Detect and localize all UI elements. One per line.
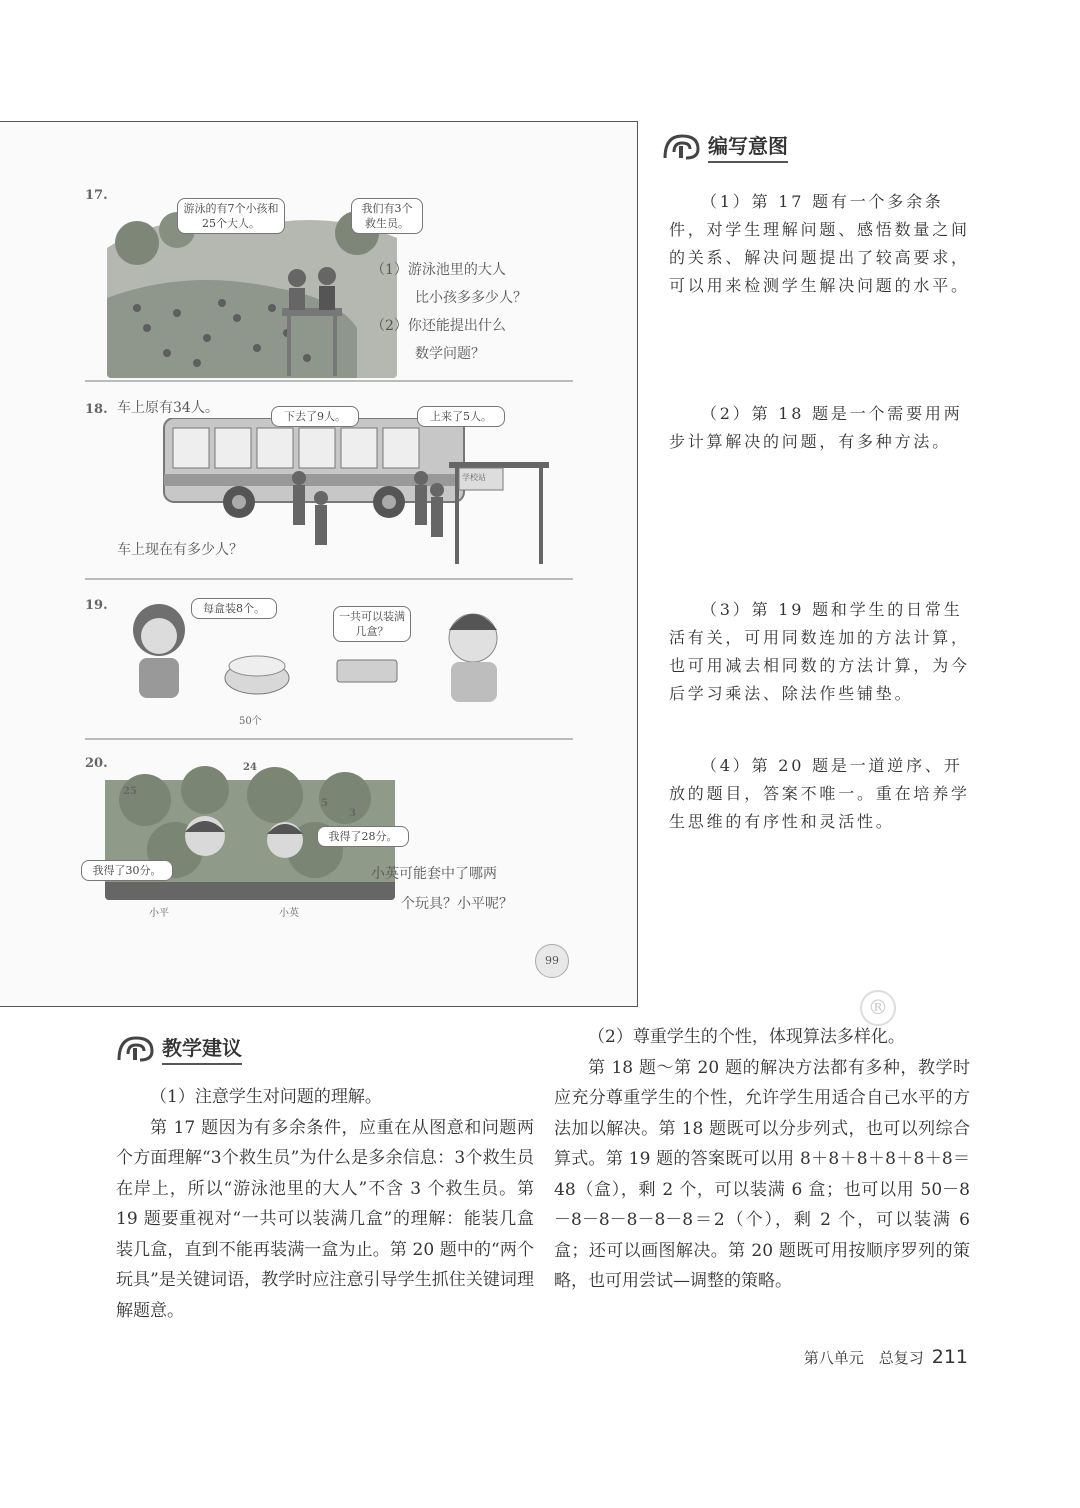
dumpling-bubble-left: 每盒装8个。 <box>191 598 277 619</box>
dumpling-bubble-right: 一共可以装满几盒？ <box>333 606 411 642</box>
advice-heading <box>116 1032 242 1065</box>
problem-20-question-line1: 小英可能套中了哪两 <box>371 866 497 882</box>
problem-18-question: 车上现在有多少人？ <box>117 542 243 558</box>
toy-score-25: 25 <box>123 786 137 797</box>
problem-17-q2-line1: （2）你还能提出什么 <box>371 318 506 334</box>
dumpling-scene <box>125 598 525 708</box>
toy-score-24: 24 <box>243 762 257 773</box>
xiaoying-name: 小英 <box>279 908 299 919</box>
textbook-page-number: 99 <box>535 944 569 978</box>
intent-paragraph-3: （3）第 19 题和学生的日常生活有关，可用同数连加的方法计算，也可用减去相同数的方法计算，为今后学习乘法、除法作些铺垫。 <box>669 600 970 703</box>
problem-19-number: 19. <box>85 598 108 613</box>
problem-20-question-line2: 个玩具？小平呢？ <box>401 896 513 912</box>
problem-20-number: 20. <box>85 756 108 771</box>
problem-17-q1-line1: （1）游泳池里的大人 <box>371 262 506 278</box>
intent-title: 编写意图 <box>708 130 788 163</box>
divider <box>85 738 573 740</box>
advice-left-column <box>116 1082 534 1326</box>
lifeguard-bubble-left: 游泳的有7个小孩和25个大人。 <box>177 198 285 234</box>
dumpling-count: 50个 <box>239 716 262 727</box>
problem-17-q1-line2: 比小孩多多少人？ <box>415 290 527 306</box>
intent-paragraph-4: （4）第 20 题是一道逆序、开放的题目，答案不唯一。重在培养学生思维的有序性和灵活性。 <box>669 756 970 831</box>
advice-left-body: 第 17 题因为有多余条件，应重在从图意和问题两个方面理解“3个救生员”为什么是多余信息：3个救生员在岸上，所以“游泳池里的大人”不含 3 个救生员。第 19 题要重视对“一共可以装满几盒”的理解：能装几盒装几盒，直到不能再装满一盒为止。第 20 题中的“两个玩具”是关键词语，教学时应注意引导学生抓住关键词理解题意。 <box>116 1117 534 1321</box>
xiaoying-bubble: 我得了28分。 <box>317 826 409 847</box>
problem-17-number: 17. <box>85 188 108 203</box>
textbook-page <box>0 121 638 1007</box>
toy-score-3: 3 <box>349 808 356 819</box>
intent-heading <box>662 130 788 163</box>
problem-18-intro: 车上原有34人。 <box>117 400 219 416</box>
problem-18-number: 18. <box>85 402 108 417</box>
footer-unit: 第八单元 总复习 <box>803 1349 924 1367</box>
footer-page-number: 211 <box>931 1346 968 1368</box>
advice-right-heading: （2）尊重学生的个性，体现算法多样化。 <box>588 1027 905 1047</box>
advice-right-body: 第 18 题～第 20 题的解决方法都有多种，教学时应充分尊重学生的个性，允许学生用适合自己水平的方法加以解决。第 18 题既可以分步列式，也可以列综合算式。第 19 题的答案既可以用 8＋8＋8＋8＋8＋8＝48（盒），剩 2 个，可以装满 6 盒；也可以用 50－8－8－8－8－8－8＝2（个），剩 2 个，可以装满 6 盒；还可以画图解决。第 20 题既可用按顺序罗列的策略，也可用尝试—调整的策略。 <box>554 1057 970 1291</box>
toy-score-5: 5 <box>321 798 328 809</box>
page-footer <box>804 1346 968 1368</box>
problem-17-q2-line2: 数学问题？ <box>415 346 485 362</box>
xiaoping-name: 小平 <box>149 908 169 919</box>
advice-left-heading: （1）注意学生对问题的理解。 <box>150 1087 382 1107</box>
divider <box>85 578 573 580</box>
book-spiral-icon <box>662 132 702 162</box>
xiaoping-bubble: 我得了30分。 <box>81 860 173 881</box>
advice-title: 教学建议 <box>162 1032 242 1065</box>
lifeguard-bubble-right: 我们有3个救生员。 <box>351 198 423 234</box>
intent-paragraph-2: （2）第 18 题是一个需要用两步计算解决的问题，有多种方法。 <box>669 404 963 451</box>
registered-mark: ® <box>860 990 896 1026</box>
bus-bubble-up: 上来了5人。 <box>417 406 505 427</box>
advice-right-column <box>554 1022 970 1297</box>
intent-paragraph-1: （1）第 17 题有一个多余条件，对学生理解问题、感悟数量之间的关系、解决问题提出了较高要求，可以用来检测学生解决问题的水平。 <box>669 192 970 295</box>
bus-bubble-down: 下去了9人。 <box>271 406 359 427</box>
divider <box>85 380 573 382</box>
book-spiral-icon <box>116 1034 156 1064</box>
bus-stop-sign: 学校站 <box>462 473 486 482</box>
